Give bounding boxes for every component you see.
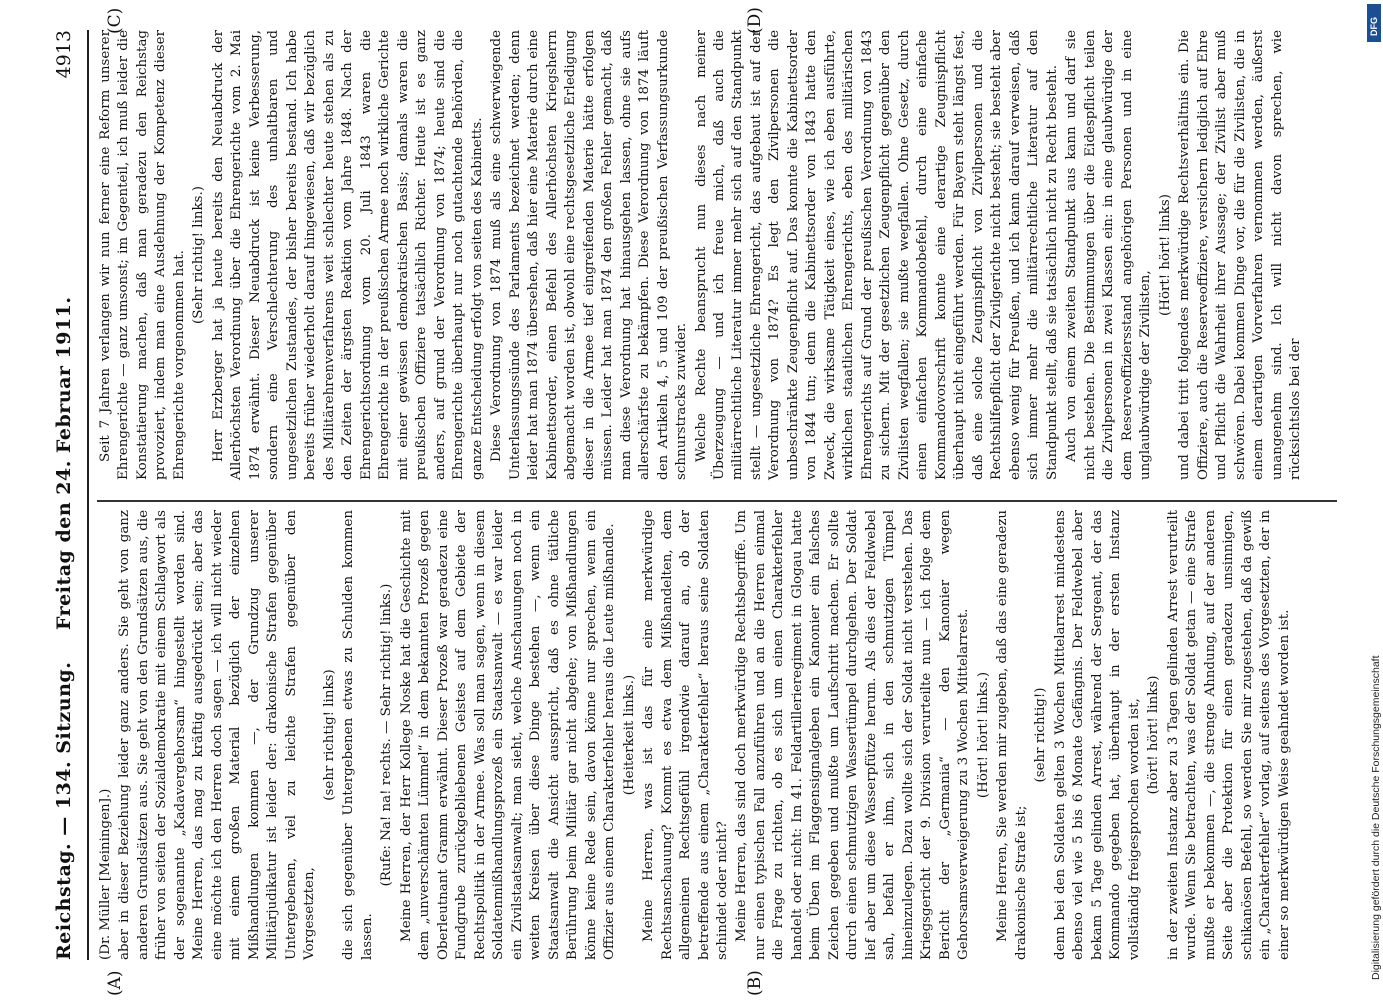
speaker-label: (Dr. Müller [Meiningen].) — [98, 788, 113, 960]
paragraph: und dabei tritt folgendes merkwürdige Rechtsverhältnis ein. Die Offiziere, auch die Reserveoffiziere, versichern lediglich auf Ehre und Pflicht die Wahrheit ihrer Aussage; der Zivilist aber muß schwören. Dabei kommen Dinge vor, die für die Zivilisten, die in einem derartigen Vorverfahren vernommen werden, äußerst unangenehm sind. Ich will nicht davon sprechen, wie rücksichtslos bei der — [1177, 30, 1303, 480]
paragraph: aber in dieser Beziehung leider ganz anders. Sie geht von ganz anderen Grundsätzen aus. Sie geht von den Grundsätzen aus, die früher von seiten der Sozialdemokratie mit einem Schlagwort als der sogenannte „Kadavergehorsam“ hingestellt worden sind. Meine Herren, das mag zu kräftig ausgedrückt sein; aber das eine möchte ich den Herren doch sagen — ich will nicht wieder mit einem großen Material bezüglich der einzelnen Mißhandlungen kommen —, der Grundzug unserer Militärjudikatur ist leider der: drakonische Strafen gegenüber Untergebenen, viel zu leichte Strafen gegenüber den Vorgesetzten, — [117, 510, 318, 960]
left-column — [97, 510, 1295, 960]
interjection: (Rufe: Na! na! rechts. — Sehr richtig! links.) — [379, 583, 395, 887]
margin-marker-a: (A) — [105, 970, 125, 996]
header-page-number: 4913 — [53, 30, 75, 79]
paragraph: Welche Rechte beansprucht nun dieses nach meiner Überzeugung — und ich freue mich, daß auch die militärrechtliche Literatur immer mehr sich auf den Standpunkt stellt — ungesetzliche Ehrengericht, das aufgebaut ist auf der Verordnung von 1874? Es legt den Zivilpersonen die unbeschränkte Zeugenpflicht auf. Das konnte die Kabinettsorder von 1844 tun; denn die Kabinettsorder von 1843 hatte den Zweck, die wirksame Tätigkeit eines, wie ich eben ausführte, wirklichen staatlichen Ehrengerichts, eben des militärischen Ehrengerichts auf Grund der preußischen Verordnung von 1843 zu sichern. Mit der gesetzlichen Zeugenpflicht gegenüber den Zivilisten wegfallen; sie mußte wegfallen. Ohne Gesetz, durch einen einfachen Kommandobefehl, durch eine einfache Kommandovorschrift konnte eine derartige Zeugnispflicht überhaupt nicht eingeführt werden. Für Bayern steht längst fest, daß eine solche Zeugnispflicht von Zivilpersonen und die Rechtshilfepflicht der Zivilgerichte nicht besteht; sie besteht aber ebenso wenig für Preußen, und ich kann darauf verweisen, daß sich immer mehr die militärrechtliche Literatur auf den Standpunkt stellt, daß sie tatsächlich nicht zu Recht besteht. — [693, 30, 1060, 480]
interjection: (Hört! hört! links.) — [975, 671, 991, 799]
paragraph: denn bei den Soldaten gelten 3 Wochen Mittelarrest mindestens ebenso viel wie 5 bis 6 Monate Gefängnis. Der Feldwebel aber bekam 5 Tage gelinden Arrest, während der Sergeant, der das Kommando gegeben hat, überhaupt in der ersten Instanz vollständig freigesprochen worden ist, — [1052, 510, 1142, 960]
interjection: (Sehr richtig! links.) — [191, 186, 207, 324]
digitization-credit: Digitalisierung gefördert durch die Deutsche Forschungsgemeinschaft — [1370, 655, 1382, 980]
interjection: (Heiterkeit links.) — [621, 674, 637, 796]
rotated-page-content — [45, 0, 1355, 1000]
interjection: (sehr richtig!) — [1033, 687, 1049, 783]
paragraph: Meine Herren, das sind doch merkwürdige Rechtsbegriffe. Um nur einen typischen Fall anzuführen und an die Herren einmal die Frage zu richten, ob es sich um einen Charakterfehler handelt oder nicht: Im 41. Feldartillerieregiment in Glogau hatte beim Üben im Flaggensignalgeben ein Kanonier ein falsches Zeichen gegeben und mußte um Laufschritt machen. Er sollte durch einen schmutzigen Wassertümpel durchgehen. Der Soldat lief aber um diese Wasserpfütze herum. Als dies der Feldwebel sah, befahl er ihm, sich in den schmutzigen Tümpel hineinzulegen. Dazu wollte sich der Soldat nicht verstehen. Das Kriegsgericht der 9. Division verurteilte nun — ich folge dem Bericht der „Germania“ — den Kanonier wegen Gehorsamsverweigerung zu 3 Wochen Mittelarrest. — [734, 510, 972, 960]
interjection: (sehr richtig! links) — [321, 669, 337, 801]
paragraph: Auch von einem zweiten Standpunkt aus kann und darf sie nicht bestehen. Die Bestimmungen über die Eidespflicht teilen die Zivilpersonen in zwei Klassen ein: in eine glaubwürdige der dem Reserveoffiziersstand angehörigen Personen und in eine unglaubwürdige der Zivilisten, — [1064, 30, 1154, 480]
paragraph: Seit 7 Jahren verlangen wir nun ferner eine Reform unserer Ehrengerichte — ganz umsonst; im Gegenteil, ich muß leider die Konstatierung machen, daß man geradezu den Reichstag provoziert, indem man eine Ausdehnung der Kompetenz dieser Ehrengerichte vorgenommen hat. — [98, 30, 187, 480]
paragraph: die sich gegenüber Untergebenen etwas zu Schulden kommen lassen. — [341, 510, 375, 960]
paragraph: Meine Herren, der Herr Kollege Noske hat die Geschichte mit dem „unverschämten Lümmel“ in dem bekannten Prozeß gegen Oberleutnant Gramm erwähnt. Dieser Prozeß war geradezu eine Fundgrube zurückgebliebenen Geistes auf dem Gebiete der Rechtspolitik in der Armee. Was soll man sagen, wenn in diesem Soldatenmißhandlungsprozeß ein Staatsanwalt — es war leider ein Zivilstaatsanwalt; man sieht, welche Anschauungen noch in weiten Kreisen über diese Dinge bestehen —, wenn ein Staatsanwalt die Ansicht ausspricht, daß es ohne tätliche Berührung beim Militär gar nicht abgehe; von Mißhandlungen könne keine Rede sein, davon könne nur sprechen, wenn ein Offizier aus einem Charakterfehler heraus die Leute mißhandle. — [398, 510, 618, 960]
header-date: Freitag den 24. Februar 1911. — [53, 296, 75, 630]
paragraph: Diese Verordnung von 1874 muß als eine schwerwiegende Unterlassungssünde des Parlaments bezeichnet werden; denn leider hat man 1874 übersehen, daß hier eine Materie durch eine Kabinettsorder, einen Befehl des Allerhöchsten Kriegsherrn abgemacht worden ist, obwohl eine rechtsgesetzliche Erledigung dieser in die Armee tief eingreifenden Materie hätte erfolgen müssen. Leider hat man 1874 den großen Fehler gemacht, daß man diese Verordnung hat hinausgehen lassen, ohne sie aufs allerschärfste zu bekämpfen. Diese Verordnung von 1874 läuft den Artikeln 4, 5 und 109 der preußischen Verfassungsurkunde schnurstracks zuwider. — [489, 30, 690, 480]
column-divider — [97, 501, 1337, 503]
right-column — [97, 30, 1306, 480]
paragraph: in der zweiten Instanz aber zu 3 Tagen gelinden Arrest verurteilt wurde. Wenn Sie betrachten, was der Soldat getan — eine Strafe mußte er bekommen —, die strenge Ahndung, auf der anderen Seite aber die Protektion für einen geradezu unsinnigen, schikanösen Befehl, so werden Sie mir zugestehen, daß da gewiß ein „Charakterfehler“ vorlag, auf seitens des Vorgesetzten, der in einer so merkwürdigen Weise geahndet worden ist. — [1165, 510, 1292, 960]
dfg-logo-text: DFG — [1369, 17, 1379, 36]
page-header — [45, 30, 85, 960]
header-rule — [87, 30, 89, 960]
paragraph: Herr Erzberger hat ja heute bereits den Neuabdruck der Allerhöchsten Verordnung über die Ehrengerichte vom 2. Mai 1874 erwähnt. Dieser Neuabdruck ist keine Verbesserung, sondern eine Verschlechterung des unhaltbaren und ungesetzlichen Zustandes, der bisher bereits bestand. Ich habe bereits früher wiederholt darauf hingewiesen, daß wir bezüglich des Militärehrenverfahrens weit schlechter heute stehen als zu den Zeiten der ärgsten Reaktion vom Jahre 1848. Nach der Ehrengerichtsordnung vom 20. Juli 1843 waren die Ehrengerichte in der preußischen Armee noch wirkliche Gerichte mit einer gewissen demokratischen Basis; damals waren die preußischen Offiziere tatsächlich Richter. Heute ist es ganz anders, auf grund der Verordnung von 1874; heute sind die Ehrengerichte überhaupt nur noch gutachtende Behörden, die ganze Entscheidung erfolgt von seiten des Kabinetts. — [210, 30, 485, 480]
interjection: (hört! hört! links) — [1146, 675, 1162, 795]
dfg-logo — [1367, 4, 1381, 42]
paragraph: Meine Herren, Sie werden mir zugeben, daß das eine geradezu drakonische Strafe ist; — [995, 510, 1029, 960]
margin-marker-c: (C) — [105, 7, 125, 34]
margin-marker-d: (D) — [745, 7, 765, 34]
paragraph: Meine Herren, was ist das für eine merkwürdige Rechtsanschauung? Kommt es etwa dem Mißhandelten, dem allgemeinen Rechtsgefühl irgendwie darauf an, ob der betreffende aus einem „Charakterfehler“ heraus seine Soldaten schindet oder nicht? — [641, 510, 730, 960]
header-session: Reichstag. — 134. Sitzung. — [53, 661, 75, 960]
margin-marker-b: (B) — [745, 970, 765, 996]
interjection: (Hört! hört! links) — [1157, 194, 1173, 316]
